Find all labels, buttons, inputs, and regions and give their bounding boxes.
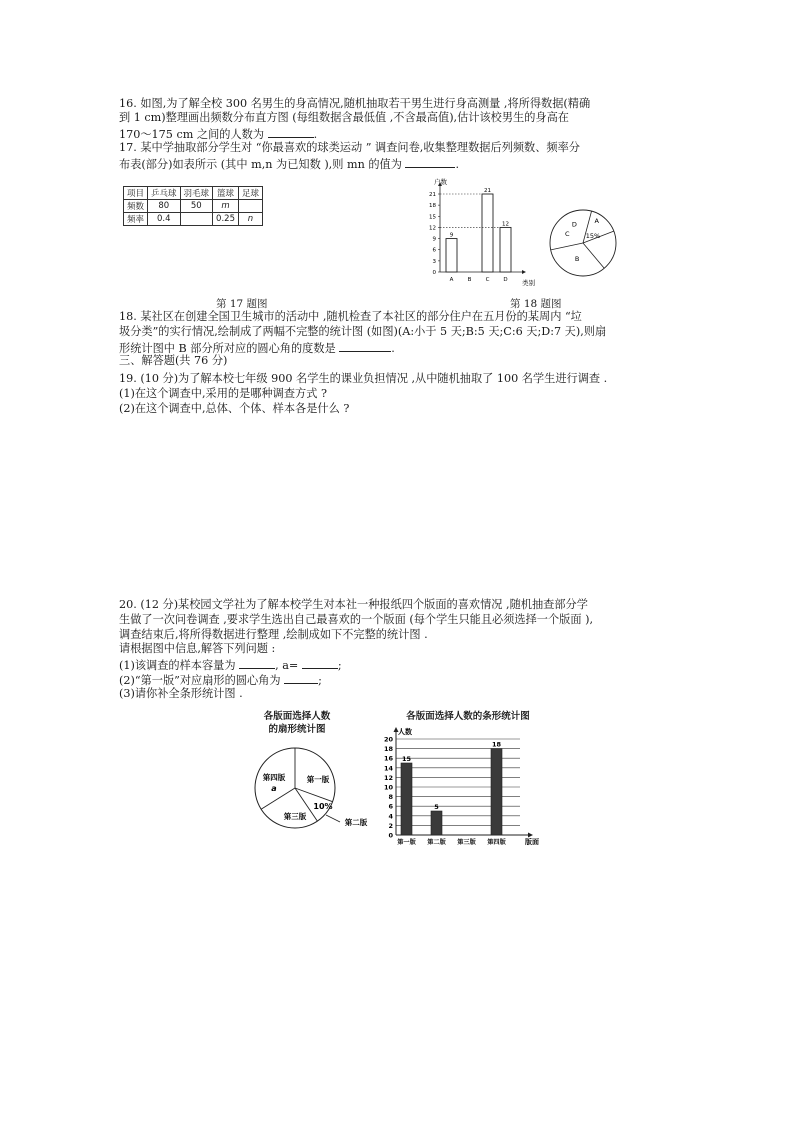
q20-part1-end: ; bbox=[337, 659, 342, 672]
y-tick-label: 3 bbox=[432, 258, 436, 265]
y-tick-label: 10 bbox=[383, 783, 393, 792]
pie-label-second: 第二版 bbox=[344, 818, 368, 827]
q18-bar-chart bbox=[418, 176, 544, 290]
q17-line1: 17. 某中学抽取部分学生对 “你最喜欢的球类运动 ” 调查问卷,收集整理数据后列频数、频率分 bbox=[119, 141, 580, 154]
x-tick-label: 第四版 bbox=[487, 839, 506, 846]
x-tick-label: 第二版 bbox=[427, 839, 446, 846]
q20-answer-blank-3 bbox=[284, 672, 318, 684]
q20-line4: 请根据图中信息,解答下列问题 : bbox=[119, 642, 276, 655]
x-tick-label: B bbox=[467, 277, 472, 283]
q17-answer-blank bbox=[405, 156, 455, 168]
q17-line2: 布表(部分)如表所示 (其中 m,n 为已知数 ),则 mn 的值为 . bbox=[119, 158, 460, 171]
q16-line1: 16. 如图,为了解全校 300 名男生的身高情况,随机抽取若干男生进行身高测量 ,将所得数据(精确 bbox=[119, 97, 591, 110]
q20-bar-title: 各版面选择人数的条形统计图 bbox=[406, 711, 530, 722]
y-tick-label: 0 bbox=[432, 270, 436, 276]
pie-label-percent: 10% bbox=[313, 802, 333, 811]
bar-value-label: 9 bbox=[449, 232, 454, 239]
q20-line7: (3)请你补全条形统计图 . bbox=[119, 687, 243, 700]
q20-part1-a-text: , a= bbox=[275, 659, 299, 672]
q20-line1: 20. (12 分)某校园文学社为了解本校学生对本社一种报纸四个版面的喜欢情况 ,随机抽查部分学 bbox=[119, 598, 588, 611]
table-cell: 羽毛球 bbox=[180, 187, 213, 200]
q19-line1: 19. (10 分)为了解本校七年级 900 名学生的课业负担情况 ,从中随机抽取了 100 名学生进行调查 . bbox=[119, 372, 608, 385]
table-cell bbox=[238, 200, 262, 213]
q20-pie-title bbox=[254, 710, 340, 736]
bar bbox=[431, 811, 442, 835]
y-tick-label: 12 bbox=[429, 225, 436, 232]
y-tick-label: 16 bbox=[383, 754, 393, 763]
q20-part1-text: (1)该调查的样本容量为 bbox=[119, 659, 236, 672]
x-axis-label: 类别 bbox=[522, 279, 535, 287]
table-cell: 频率 bbox=[124, 213, 148, 226]
pie-label-fourth: 第四版 bbox=[262, 773, 286, 782]
section-heading: 三、解答题(共 76 分) bbox=[119, 354, 228, 367]
x-tick-label: C bbox=[485, 277, 490, 283]
pie-label-third: 第三版 bbox=[283, 812, 307, 821]
table-cell: 篮球 bbox=[213, 187, 239, 200]
q16-text: 170～175 cm 之间的人数为 bbox=[119, 128, 265, 141]
x-tick-label: D bbox=[503, 277, 508, 283]
y-tick-label: 21 bbox=[429, 192, 436, 198]
bar-value-label: 21 bbox=[484, 188, 491, 194]
x-tick-label: 第三版 bbox=[457, 839, 476, 846]
bar bbox=[491, 749, 502, 835]
y-axis-label: 户数 bbox=[434, 178, 447, 186]
q18-answer-blank bbox=[339, 340, 391, 352]
q20-line6 bbox=[119, 672, 322, 688]
x-axis-label: 版面 bbox=[525, 838, 539, 846]
bar-value-label: 5 bbox=[434, 803, 439, 811]
pie-title-line2: 的扇形统计图 bbox=[268, 724, 326, 735]
bar bbox=[401, 763, 412, 835]
pie-slice-label: D bbox=[571, 220, 577, 229]
q17-frequency-table bbox=[123, 186, 263, 226]
q18-line2: 圾分类”的实行情况,绘制成了两幅不完整的统计图 (如图)(A:小于 5 天;B:5 天;C:6 天;D:7 天),则扇 bbox=[119, 325, 607, 338]
table-cell bbox=[180, 213, 213, 226]
table-cell: 项目 bbox=[124, 187, 148, 200]
table-cell: 乒乓球 bbox=[148, 187, 181, 200]
y-tick-label: 6 bbox=[432, 247, 436, 254]
bar-value-label: 12 bbox=[502, 221, 509, 228]
q20-answer-blank-2 bbox=[302, 657, 338, 669]
table-row bbox=[124, 213, 263, 226]
q16-answer-blank bbox=[268, 126, 314, 138]
q20-line5 bbox=[119, 657, 342, 673]
y-tick-label: 9 bbox=[432, 236, 436, 243]
table-cell: 50 bbox=[180, 200, 213, 213]
y-axis-label: 人数 bbox=[398, 728, 412, 736]
x-axis-arrow bbox=[528, 833, 533, 838]
pie-title-line1: 各版面选择人数 bbox=[263, 711, 331, 722]
y-tick-label: 18 bbox=[429, 203, 436, 210]
q20-line3: 调查结束后,将所得数据进行整理 ,绘制成如下不完整的统计图 . bbox=[119, 628, 428, 641]
q19-line2: (1)在这个调查中,采用的是哪种调查方式 ? bbox=[119, 387, 327, 400]
pie-slice-label: B bbox=[574, 255, 580, 264]
y-tick-label: 15 bbox=[429, 214, 436, 221]
bar-value-label: 15 bbox=[401, 755, 412, 763]
y-tick-label: 4 bbox=[388, 812, 393, 821]
q20-line2: 生做了一次问卷调查 ,要求学生选出自己最喜欢的一个版面 (每个学生只能且必须选择一个版面 ), bbox=[119, 613, 594, 626]
q20-pie-chart bbox=[250, 742, 380, 842]
table-header-row bbox=[124, 187, 263, 200]
pie-leader-line bbox=[326, 815, 340, 822]
pie-slice-label: A bbox=[594, 216, 599, 225]
q20-answer-blank-1 bbox=[239, 657, 275, 669]
q18-caption: 第 18 题图 bbox=[510, 298, 562, 310]
table-cell: n bbox=[238, 213, 262, 226]
q20-part2-end: ; bbox=[318, 674, 322, 687]
table-cell: 频数 bbox=[124, 200, 148, 213]
y-tick-label: 8 bbox=[388, 793, 393, 802]
q16-line3: 170～175 cm 之间的人数为 . bbox=[119, 128, 318, 141]
table-cell: m bbox=[213, 200, 239, 213]
x-tick-label: A bbox=[449, 277, 454, 283]
q18-line1: 18. 某社区在创建全国卫生城市的活动中 ,随机检查了本社区的部分住户在五月份的某周内 “垃 bbox=[119, 310, 582, 323]
q19-line3: (2)在这个调查中,总体、个体、样本各是什么 ? bbox=[119, 402, 350, 415]
pie-label-first: 第一版 bbox=[306, 775, 330, 784]
q17-caption: 第 17 题图 bbox=[216, 298, 268, 310]
y-tick-label: 14 bbox=[383, 764, 393, 773]
q20-bar-chart bbox=[378, 724, 548, 848]
x-axis-arrow bbox=[522, 270, 526, 274]
bar-value-label: 18 bbox=[491, 740, 502, 749]
table-cell: 0.25 bbox=[213, 213, 239, 226]
q18-pie-chart bbox=[548, 208, 618, 278]
y-tick-label: 0 bbox=[388, 831, 393, 840]
y-tick-label: 2 bbox=[388, 821, 393, 830]
pie-percent-label: 15% bbox=[585, 232, 601, 240]
bar bbox=[446, 239, 457, 272]
q20-part2-text: (2)“第一版”对应扇形的圆心角为 bbox=[119, 674, 281, 687]
pie-slice-label: C bbox=[565, 229, 570, 238]
q17-text: 布表(部分)如表所示 (其中 m,n 为已知数 ),则 mn 的值为 bbox=[119, 158, 402, 171]
table-row bbox=[124, 200, 263, 213]
q18-text: 形统计图中 B 部分所对应的圆心角的度数是 bbox=[119, 342, 336, 355]
pie-label-a: a bbox=[271, 784, 277, 793]
table-cell: 80 bbox=[148, 200, 181, 213]
y-tick-label: 18 bbox=[383, 745, 393, 754]
y-tick-label: 6 bbox=[388, 802, 393, 811]
table-cell: 0.4 bbox=[148, 213, 181, 226]
q18-line3: 形统计图中 B 部分所对应的圆心角的度数是 . bbox=[119, 342, 395, 355]
y-tick-label: 20 bbox=[383, 735, 393, 744]
bar bbox=[482, 194, 493, 272]
x-tick-label: 第一版 bbox=[397, 839, 416, 846]
q16-line2: 到 1 cm)整理画出频数分布直方图 (每组数据含最低值 ,不含最高值),估计该校男生的身高在 bbox=[119, 111, 569, 124]
y-tick-label: 12 bbox=[383, 773, 393, 782]
bar bbox=[500, 227, 511, 272]
table-cell: 足球 bbox=[238, 187, 262, 200]
